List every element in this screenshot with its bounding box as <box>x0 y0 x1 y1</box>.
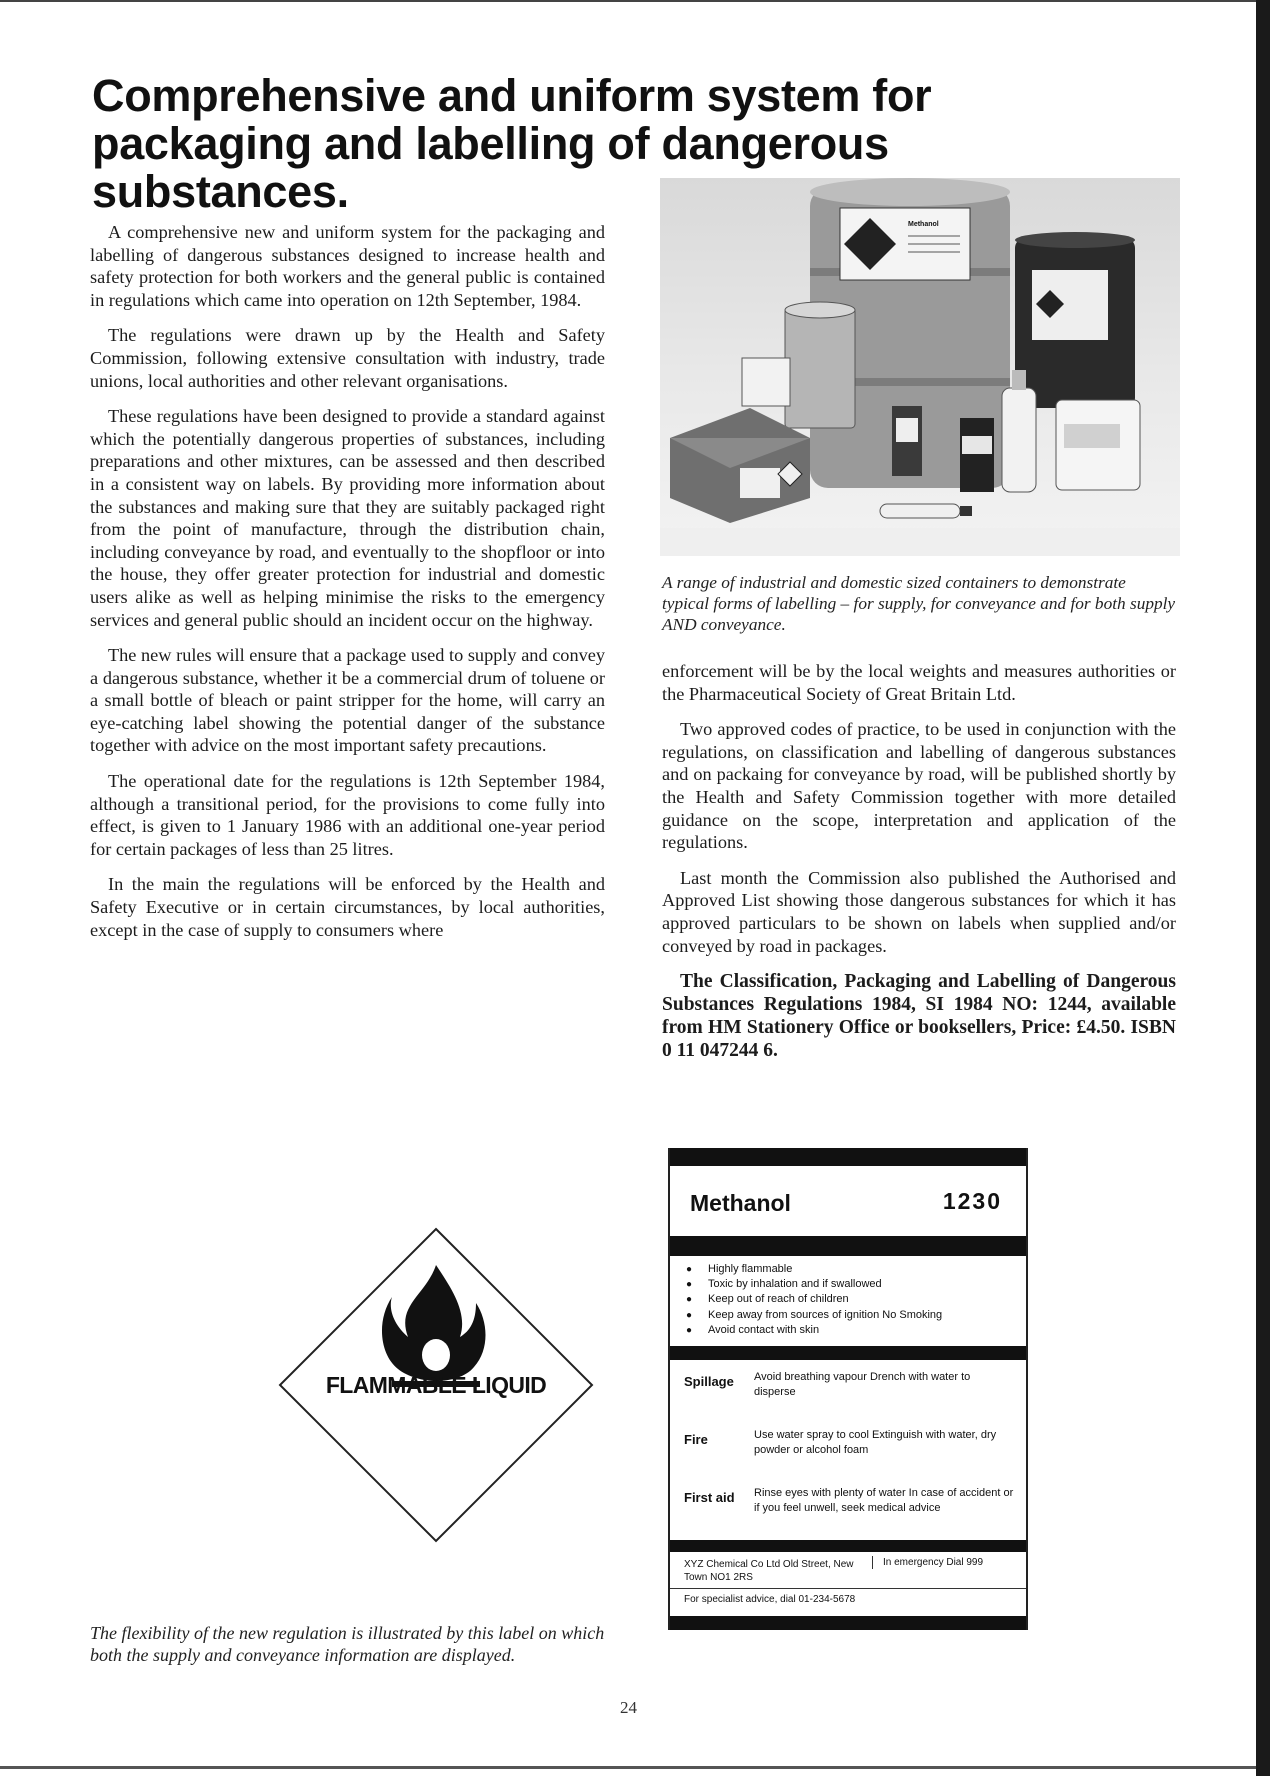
risk-item: ● Highly flammable <box>686 1262 1006 1277</box>
right-column <box>662 660 1176 1075</box>
box-label <box>740 468 780 498</box>
paragraph: A comprehensive new and uniform system for the packaging and labelling of dangerous substances designed to increase health and safety protection for both workers and the general public is contained in regulations which came into operation on 12th September, 1984. <box>90 222 605 310</box>
label-bar <box>670 1540 1026 1552</box>
label-bar <box>670 1236 1026 1256</box>
jerrycan-label <box>1064 424 1120 448</box>
bottle-label <box>962 436 992 454</box>
floor <box>660 528 1180 556</box>
supplier-address: XYZ Chemical Co Ltd Old Street, New Town NO1 2RS <box>684 1559 854 1583</box>
safety-phrases <box>684 1370 1014 1544</box>
containers-photo <box>660 178 1180 556</box>
plastic-bottle <box>1002 388 1036 492</box>
risk-item: ● Keep out of reach of children <box>686 1292 1006 1307</box>
specialist-advice: For specialist advice, dial 01-234-5678 <box>684 1594 856 1605</box>
bottom-rule <box>0 1766 1256 1769</box>
paragraph: These regulations have been designed to provide a standard against which the potentially dangerous properties of substances, including preparations and other mixtures, can be assessed and then described in a consistent way on labels. By providing more information about the substances and making sure that they are suitably packaged right from the point of manufacture, through the distribution chain, including conveyance by road, and eventually to the shopfloor or into the house, they offer greater protection for industrial and domestic users alike as well as helping minimise the risks to the emergency services and general public should an incident occur on the highway. <box>90 406 605 630</box>
un-number: 1230 <box>942 1188 1002 1214</box>
drum-label-text: Methanol <box>908 221 939 228</box>
label-bar <box>670 1346 1026 1360</box>
bottle <box>960 418 994 492</box>
drum-lid <box>810 178 1010 206</box>
methanol-label <box>668 1148 1028 1630</box>
tin-lid <box>785 302 855 318</box>
phrase-heading: Spillage <box>684 1374 734 1389</box>
tube-cap <box>960 506 972 516</box>
containers-illustration <box>660 178 1180 556</box>
bottle-cap <box>1012 370 1026 390</box>
paragraph: The new rules will ensure that a package used to supply and convey a dangerous substance, whether it be a commercial drum of toluene or a small bottle of bleach or paint stripper for the home, will carry an eye-catching label showing the potential danger of the substance together with advice on the most important safety precautions. <box>90 645 605 756</box>
headline: Comprehensive and uniform system for packaging and labelling of dangerous substances. <box>92 70 932 217</box>
substance-name: Methanol <box>690 1190 791 1216</box>
phrase-heading: First aid <box>684 1490 735 1505</box>
left-column <box>90 221 605 954</box>
top-rule <box>0 0 1270 2</box>
label-divider <box>670 1588 1026 1589</box>
phrase-text: Rinse eyes with plenty of water In case of accident or if you feel unwell, seek medical advice <box>754 1487 1014 1514</box>
emergency-number: In emergency Dial 999 <box>872 1556 1013 1569</box>
phrase-heading: Fire <box>684 1432 708 1447</box>
phrase-text: Use water spray to cool Extinguish with water, dry powder or alcohol foam <box>754 1429 997 1456</box>
tin-can <box>785 308 855 428</box>
paragraph: In the main the regulations will be enforced by the Health and Safety Executive or in certain circumstances, by local authorities, except in the case of supply to consumers where <box>90 874 605 940</box>
page-number: 24 <box>620 1698 637 1717</box>
paint-tin <box>742 358 790 406</box>
risk-item: ● Avoid contact with skin <box>686 1323 1006 1338</box>
label-name-row <box>670 1176 1026 1226</box>
paragraph: Last month the Commission also published the Authorised and Approved List showing those dangerous substances for which it has approved particulars to be shown on labels when supplied and/or conveyed by road in packages. <box>662 867 1176 956</box>
risk-item: ● Toxic by inhalation and if swallowed <box>686 1277 1006 1292</box>
paragraph: The operational date for the regulations is 12th September 1984, although a transitional period, for the provisions to come fully into effect, is given to 1 January 1986 with an additional one-year period for certain packages of less than 25 litres. <box>90 771 605 859</box>
label-bar <box>670 1148 1026 1166</box>
hazard-label: FLAMMABLE LIQUID <box>325 1372 547 1398</box>
tube <box>880 504 960 518</box>
publication-reference: The Classification, Packaging and Labelling of Dangerous Substances Regulations 1984, SI 1984 NO: 1244, available from HM Stationery Office or booksellers, Price: £4.50. ISBN 0 11 047244 6. <box>662 971 1176 1062</box>
risk-list <box>686 1262 1006 1338</box>
paragraph: enforcement will be by the local weights and measures authorities or the Pharmaceutical Society of Great Britain Ltd. <box>662 661 1176 704</box>
phrase-text: Avoid breathing vapour Drench with water to disperse <box>754 1371 971 1398</box>
photo-caption: A range of industrial and domestic sized containers to demonstrate typical forms of labelling – for supply, for conveyance and for both supply AND conveyance. <box>662 573 1176 634</box>
label-bar <box>670 1616 1026 1630</box>
paragraph: Two approved codes of practice, to be used in conjunction with the regulations, on classification and labelling of dangerous substances and on packaing for conveyance by road, will be published shortly by the Health and Safety Commission together with more detailed guidance on the scope, interpretation and application of the regulations. <box>662 719 1176 853</box>
risk-item: ● Keep away from sources of ignition No Smoking <box>686 1308 1006 1323</box>
paragraph: The regulations were drawn up by the Health and Safety Commission, following extensive consultation with industry, trade unions, local authorities and other relevant organisations. <box>90 325 605 391</box>
phrase-row <box>684 1486 1014 1530</box>
hazard-caption: The flexibility of the new regulation is illustrated by this label on which both the supply and conveyance information are displayed. <box>90 1623 605 1665</box>
scan-edge <box>1256 0 1270 1776</box>
flame-core <box>422 1339 450 1371</box>
phrase-row <box>684 1370 1014 1414</box>
phrase-row <box>684 1428 1014 1472</box>
dark-drum-lid <box>1015 232 1135 248</box>
bottle-label <box>896 418 918 442</box>
